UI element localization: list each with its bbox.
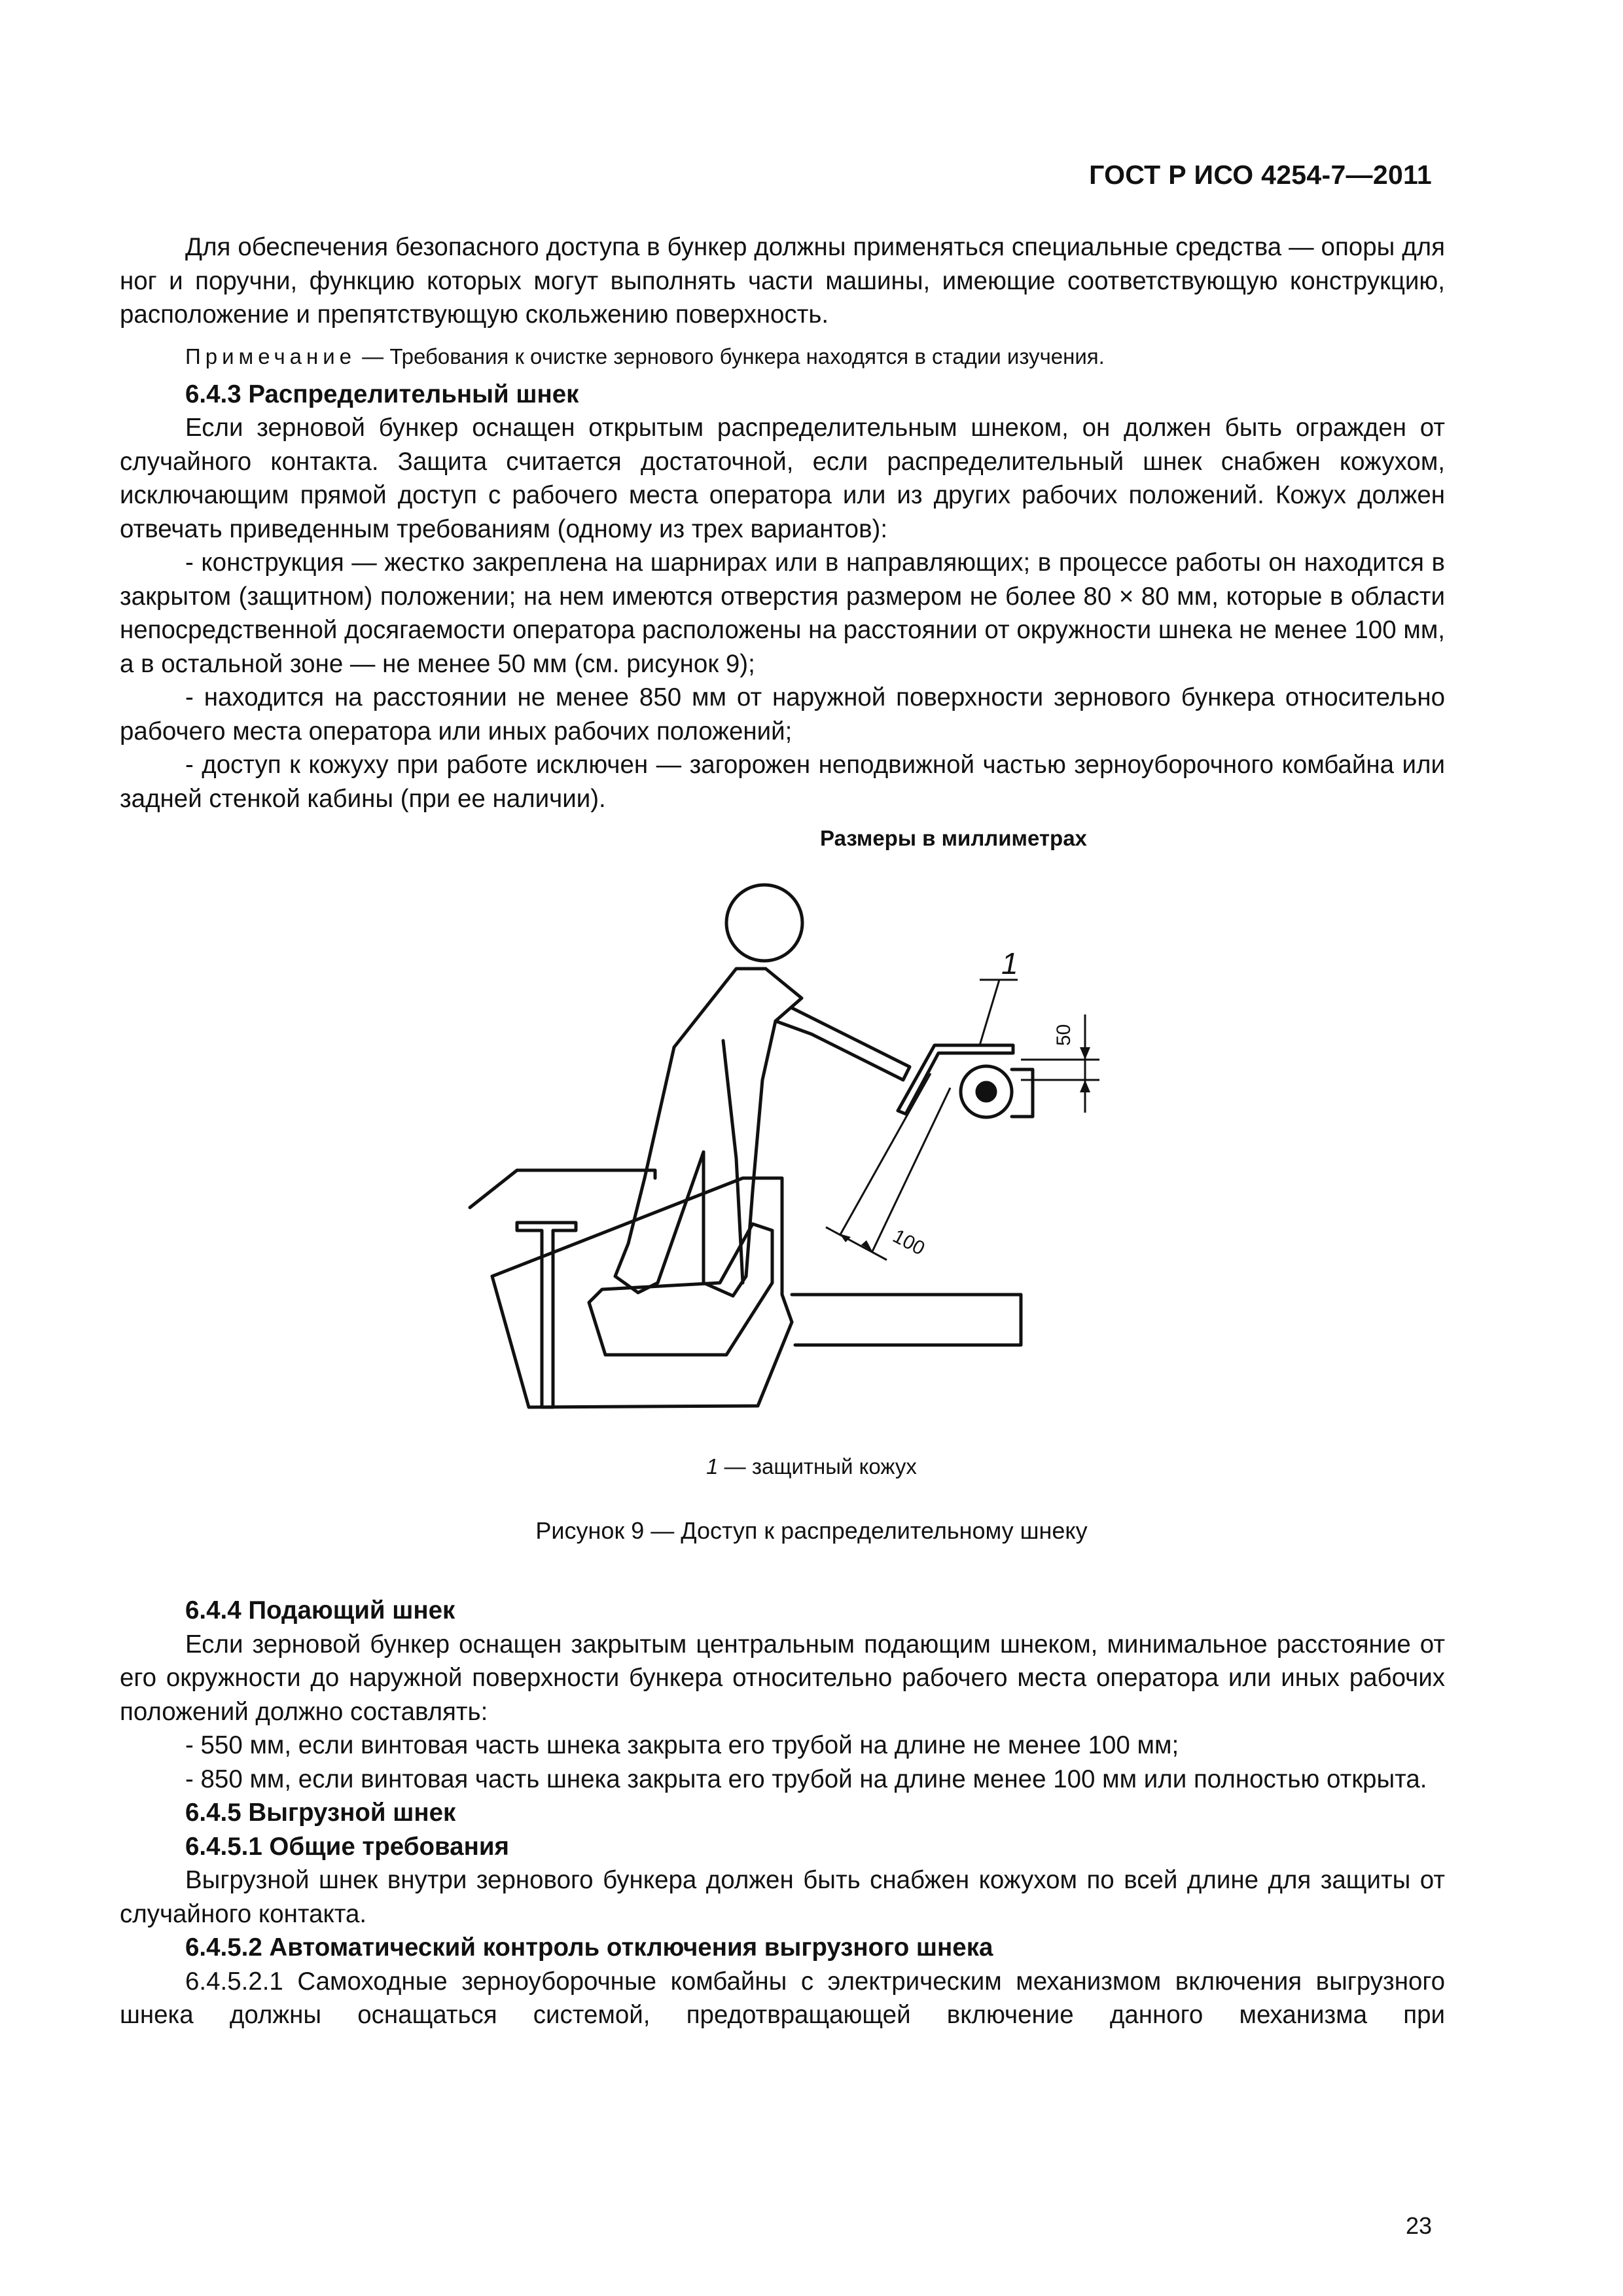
- list-item-550mm: - 550 мм, если винтовая часть шнека закрыта его трубой на длине не менее 100 мм;: [185, 1731, 1179, 1759]
- heading-6-4-5-1: 6.4.5.1 Общие требования: [185, 1832, 509, 1861]
- operator-head: [726, 885, 802, 961]
- note-paragraph: [120, 341, 1445, 372]
- paragraph-6-4-3: Если зерновой бункер оснащен открытым распределительным шнеком, он должен быть огражден от случайного контакта. Защита считается достаточной, если распределительный шнек снабжен кожухом, исключающим прямой доступ с рабочего места оператора или из других рабочих положений. Кожух должен отвечать приведенным требованиям (одному из трех вариантов):: [120, 414, 1445, 543]
- paragraph-6-4-5-1: Выгрузной шнек внутри зернового бункера должен быть снабжен кожухом по всей длине для защиты от случайного контакта.: [120, 1866, 1445, 1928]
- control-lever: [517, 1223, 576, 1407]
- heading-6-4-3: 6.4.3 Распределительный шнек: [185, 380, 579, 408]
- heading-6-4-5: 6.4.5 Выгрузной шнек: [185, 1799, 456, 1827]
- intro-paragraph: Для обеспечения безопасного доступа в бункер должны применяться специальные средства — опоры для ног и поручни, функцию которых могут выполнять части машины, имеющие соответствующую конструкцию, расположение и препятствующую скольжению поверхность.: [120, 233, 1445, 329]
- dimension-50: 50: [1053, 1024, 1075, 1046]
- auger-tube-line: [1012, 1069, 1033, 1117]
- platform-edge: [792, 1295, 1021, 1345]
- list-item-construction: - конструкция — жестко закреплена на шарнирах или в направляющих; в процессе работы он находится в закрытом (защитном) положении; на нем имеются отверстия размером не более 80 × 80 мм, которые в области непосредственной досягаемости оператора расположены на расстоянии от окружности шнека не менее 100 мм, а в остальной зоне — не менее 50 мм (см. рисунок 9);: [120, 548, 1445, 678]
- figure-legend: [0, 1454, 1623, 1479]
- lower-text-block: [120, 1594, 1445, 2032]
- note-text: — Требования к очистке зернового бункера находятся в стадии изучения.: [356, 344, 1105, 368]
- page-number: 23: [1405, 2212, 1432, 2239]
- legend-text: — защитный кожух: [718, 1454, 917, 1479]
- protective-guard: [898, 1045, 1013, 1114]
- dimension-100: 100: [889, 1225, 929, 1260]
- heading-6-4-4: 6.4.4 Подающий шнек: [185, 1596, 455, 1624]
- operator-leg: [723, 1041, 743, 1283]
- upper-text-block: [120, 230, 1445, 816]
- list-item-850mm: - 850 мм, если винтовая часть шнека закрыта его трубой на длине менее 100 мм или полностью открыта.: [185, 1765, 1427, 1793]
- list-item-distance: - находится на расстоянии не менее 850 мм от наружной поверхности зернового бункера относительно рабочего места оператора или иных рабочих положений;: [120, 683, 1445, 745]
- document-id-header: ГОСТ Р ИСО 4254-7—2011: [1089, 160, 1432, 190]
- auger-hub: [977, 1083, 995, 1101]
- operator-seat: [589, 1224, 772, 1355]
- paragraph-6-4-5-2-1: 6.4.5.2.1 Самоходные зерноуборочные комбайны с электрическим механизмом включения выгрузного шнека должны оснащаться системой, предотвращающей включение данного механизма при: [120, 1967, 1445, 2029]
- callout-number-1: 1: [1001, 946, 1018, 980]
- paragraph-6-4-4: Если зерновой бункер оснащен закрытым центральным подающим шнеком, минимальное расстояние от его окружности до наружной поверхности бункера относительно рабочего места оператора или иных рабочих положений должно составлять:: [120, 1630, 1445, 1726]
- figure-units-label: Размеры в миллиметрах: [820, 826, 1087, 850]
- note-label: Примечание: [185, 344, 357, 368]
- operator-arm: [776, 1008, 910, 1080]
- list-item-access: - доступ к кожуху при работе исключен — загорожен неподвижной частью зерноуборочного комбайна или задней стенкой кабины (при ее наличии).: [120, 751, 1445, 813]
- heading-6-4-5-2: 6.4.5.2 Автоматический контроль отключения выгрузного шнека: [185, 1933, 993, 1962]
- legend-number: 1: [706, 1454, 719, 1479]
- figure-caption: Рисунок 9 — Доступ к распределительному шнеку: [535, 1517, 1088, 1544]
